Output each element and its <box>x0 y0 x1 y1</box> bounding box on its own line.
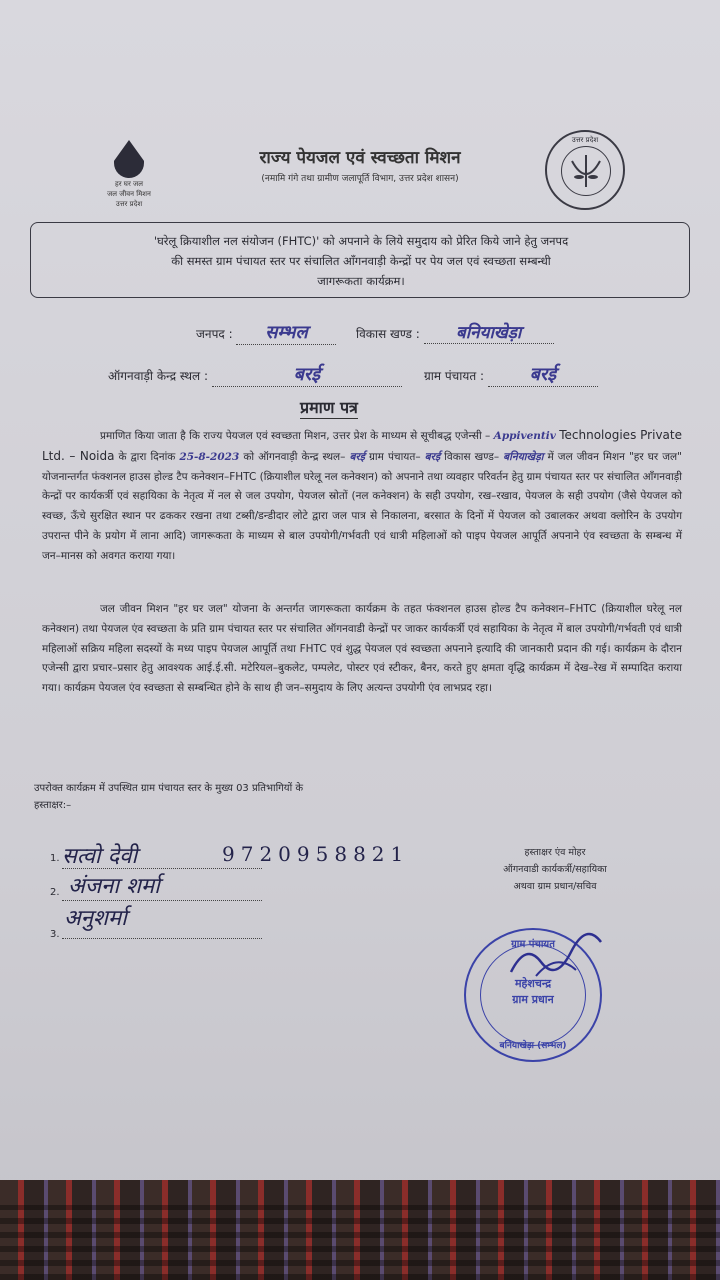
certificate-paragraph-1 <box>42 426 682 567</box>
certificate-heading: प्रमाण पत्र <box>300 398 358 417</box>
logo-caption-line-2: जल जीवन मिशन <box>107 190 151 198</box>
vikas-khand-label: विकास खण्ड : <box>356 327 420 341</box>
gram-panchayat-label: ग्राम पंचायत : <box>424 369 485 383</box>
background-woven-cot-shadow <box>0 1205 720 1280</box>
jal-jeevan-mission-logo <box>84 140 174 208</box>
fish-bow-icon <box>562 147 610 195</box>
signatories-intro <box>34 780 454 814</box>
document-subtitle: (नमामि गंगे तथा ग्रामीण जलापूर्ति विभाग, उत्तर प्रदेश शासन) <box>261 174 459 184</box>
anganwadi-worker-label: ऑगनवाडी कार्यकर्त्री/सहायिका <box>503 864 607 875</box>
water-drop-icon <box>114 140 144 178</box>
signatory-1-signature: सत्वो देवी <box>62 844 138 869</box>
p1-mission-text: में जल जीवन मिशन "हर घर <box>547 450 659 463</box>
signature-line-2 <box>62 900 262 901</box>
p1-body: जल" योजनान्तर्गत फंक्शनल हाउस होल्ड टैप कनेक्शन–FHTC (क्रियाशील घरेलू नल कनेक्शन) को अपनाने तथा व्यवहार परिवर्तन हेतु ग्राम पंचायत स्तर पर संचालित आँगनवाड़ी केन्द्रों पर कार्यकर्त्री एवं सहायिका के नेतृत्व में नल से जल उपयोग, पेयजल स्रोतों (नल कनेक्शन) के सही उपयोग, रख–रखाव, पेयजल के सही उपयोग (जैसे पेयजल को स्वच्छ, ऊँचे सुरक्षित स्थान पर ढककर रखना तथा टब्सी/डन्डीदार लोटे द्वारा जल पात्र से निकालना, बरसात के दिनों में पेयजल को उबालकर अथवा क्लोरिन के उपयोग उपरान्त पीने के प्रयोग में लाना आदि) जागरूकता के माध्यम से बाल उपयोगी/गर्भवती एवं धात्री महिलाओं को पाइप पेयजल आपूर्ति अपनाने एंव स्वच्छता के सम्बन्ध में जन–मानस को अवगत कराया गया। <box>42 450 683 562</box>
janpad-field <box>196 320 336 345</box>
anganwadi-field <box>108 362 402 387</box>
up-government-emblem <box>545 130 625 210</box>
p1-intro: प्रमाणित किया जाता है कि राज्य पेयजल एवं स्वच्छता मिशन, उत्तर प्रेश के माध्यम से सूचीबद्ध एजेन्सी – <box>100 430 491 442</box>
signature-line-1 <box>62 868 262 869</box>
document-title: राज्य पेयजल एवं स्वच्छता मिशन <box>259 148 461 168</box>
certificate-paragraph-2: जल जीवन मिशन "हर घर जल" योजना के अन्तर्गत जागरूकता कार्यक्रम के तहत फंक्शनल हाउस होल्ड टैप कनेक्शन–FHTC (क्रियाशील घरेलू नल कनेक्शन) तथा पेयजल एंव स्वच्छता के प्रति ग्राम पंचायत स्तर पर संचालित ऑगनवाडी केन्द्रों पर जाकर कार्यकर्त्री एवं सहायिका के नेतृत्व में बाल उपयोगी/गर्भवती एवं धात्री महिलाओं सक्रिय महिला सदस्यों के मध्य पाइप पेयजल आपूर्ति तथा FHTC एवं शुद्ध पेयजल एवं स्वच्छता अपनाने इत्यादि की जानकारी प्रदान की गई। कार्यक्रम के दौरान एजेन्सी द्वारा प्रचार–प्रसार हेतु आवश्यक आई.ई.सी. मटेरियल–बुकलेट, पम्पलेट, पोस्टर एवं स्टीकर, बैनर, करते हुए क्षमता वृद्धि कार्यक्रम में देख–रेख में सम्पादित कराया गया। कार्यक्रम पेयजल एंव स्वच्छता से सम्बन्धित होने के साथ ही जन–समुदाय के लिए अत्यन्त उपयोगी एंव लाभप्रद रहा। <box>42 603 682 695</box>
signatories-intro-line-2: हस्ताक्षर:– <box>34 800 72 811</box>
signatory-number-1: 1. <box>50 853 60 864</box>
stamp-place: बनियाखेड़ा (सम्भल) <box>499 1041 567 1051</box>
authorized-signatory-labels <box>470 844 640 895</box>
signatory-number-2: 2. <box>50 887 60 898</box>
program-line-2: की समस्त ग्राम पंचायत स्तर पर संचालित आँगनवाड़ी केन्द्रों पर पेय जल एवं स्वच्छता सम्बन्धी <box>171 254 551 268</box>
p1-gp: बरई <box>424 450 441 463</box>
stamp-signature-scribble <box>506 932 606 982</box>
stamp-name: महेशचन्द्र <box>514 977 552 990</box>
anganwadi-value: बरई <box>293 364 321 385</box>
p1-block-label: विकास खण्ड– <box>444 450 500 463</box>
stamp-gram-panchayat: ग्राम पंचायत <box>511 939 555 950</box>
signatory-3-signature: अनुशर्मा <box>64 906 127 931</box>
program-line-1: 'घरेलू क्रियाशील नल संयोजन (FHTC)' को अपनाने के लिये समुदाय को प्रेरित किये जाने हेतु जनपद <box>153 234 569 248</box>
gram-pradhan-stamp <box>464 928 602 1062</box>
program-description-box <box>30 222 690 298</box>
stamp-role: ग्राम प्रधान <box>512 993 554 1006</box>
emblem-text: उत्तर प्रदेश <box>571 136 599 144</box>
gram-panchayat-field <box>424 362 598 387</box>
vikas-khand-field <box>356 320 554 344</box>
p1-by-date-label: के द्वारा दिनांक <box>118 450 176 463</box>
signatory-1-phone: 9720958821 <box>222 842 410 866</box>
p1-agency-name: Technologies Private Ltd. – Noida <box>42 428 682 463</box>
janpad-value: सम्भल <box>265 322 308 343</box>
p1-date: 25-8-2023 <box>179 450 240 463</box>
anganwadi-label: ऑगनवाड़ी केन्द्र स्थल : <box>108 369 209 383</box>
emblem-inner-ring <box>561 146 611 196</box>
sign-seal-label: हस्ताक्षर एंव मोहर <box>524 847 586 858</box>
p1-place: बरई <box>349 450 365 463</box>
signatory-number-3: 3. <box>50 929 60 940</box>
vikas-khand-value: बनियाखेड़ा <box>456 323 522 343</box>
p1-agency-handwritten: Appiventiv <box>493 430 556 442</box>
signatory-2-signature: अंजना शर्मा <box>68 874 160 899</box>
logo-caption-line-1: हर घर जल <box>115 180 143 188</box>
p1-place-label: को ऑगनवाड़ी केन्द्र स्थल– <box>243 450 346 463</box>
p1-block: बनियाखेड़ा <box>503 450 544 463</box>
logo-caption-line-3: उत्तर प्रदेश <box>115 200 143 208</box>
program-line-3: जागरूकता कार्यक्रम। <box>317 274 405 288</box>
pradhan-secretary-label: अथवा ग्राम प्रधान/सचिव <box>513 881 597 892</box>
signatories-intro-line-1: उपरोक्त कार्यक्रम में उपस्थित ग्राम पंचायत स्तर के मुख्य 03 प्रतिभागियों के <box>34 783 304 794</box>
janpad-label: जनपद : <box>196 327 233 341</box>
gram-panchayat-value: बरई <box>529 364 557 385</box>
signature-line-3 <box>62 938 262 939</box>
p1-gp-label: ग्राम पंचायत– <box>368 450 421 463</box>
